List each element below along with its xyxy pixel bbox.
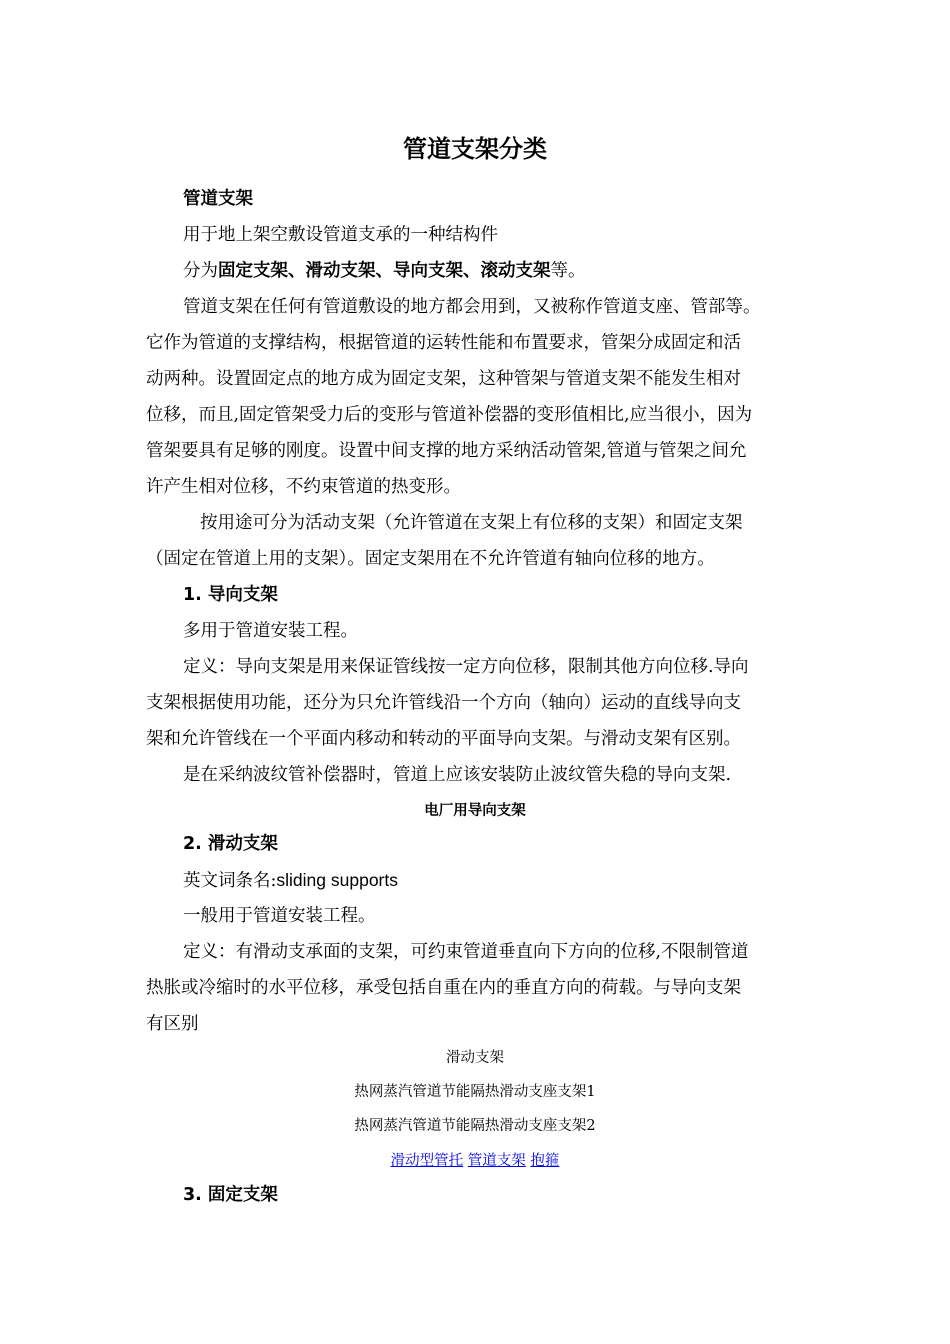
intro-types-suffix: 等。 <box>550 261 586 281</box>
intro-para2-line: 按用途可分为活动支架（允许管道在支架上有位移的支架）和固定支架 <box>200 513 743 533</box>
section2-links <box>0 1149 950 1173</box>
intro-para1-line: 位移，而且,固定管架受力后的变形与管道补偿器的变形值相比,应当很小，因为 <box>146 405 753 425</box>
section2-english-value: sliding supports <box>276 870 399 890</box>
intro-para2-line: （固定在管道上用的支架）。固定支架用在不允许管道有轴向位移的地方。 <box>146 549 715 569</box>
section1-heading: 1. 导向支架 <box>183 585 278 605</box>
section2-use: 一般用于管道安装工程。 <box>183 906 376 926</box>
intro-para1-line: 管架要具有足够的刚度。设置中间支撑的地方采纳活动管架,管道与管架之间允 <box>146 441 747 461</box>
intro-types <box>183 258 586 284</box>
intro-para1-line: 它作为管道的支撑结构，根据管道的运转性能和布置要求，管架分成固定和活 <box>146 333 741 353</box>
section2-caption: 滑动支架 <box>446 1050 504 1066</box>
section2-english-prefix: 英文词条名: <box>183 871 277 891</box>
section1-use: 多用于管道安装工程。 <box>183 621 358 641</box>
intro-para1-line: 动两种。设置固定点的地方成为固定支架，这种管架与管道支架不能发生相对 <box>146 369 741 389</box>
section3-heading: 3. 固定支架 <box>183 1185 278 1205</box>
section2-def-line: 热胀或冷缩时的水平位移，承受包括自重在内的垂直方向的荷载。与导向支架 <box>146 978 741 998</box>
link-pipe-support[interactable]: 管道支架 <box>467 1153 526 1169</box>
section1-def-line: 定义：导向支架是用来保证管线按一定方向位移，限制其他方向位移.导向 <box>183 657 749 677</box>
section2-heading: 2. 滑动支架 <box>183 834 278 854</box>
section2-caption: 热网蒸汽管道节能隔热滑动支座支架2 <box>354 1118 596 1134</box>
link-sliding-pipe-shoe[interactable]: 滑动型管托 <box>390 1153 464 1169</box>
section1-note: 是在采纳波纹管补偿器时，管道上应该安装防止波纹管失稳的导向支架. <box>183 765 732 785</box>
intro-use: 用于地上架空敷设管道支承的一种结构件 <box>183 225 498 245</box>
section2-def-line: 定义：有滑动支承面的支架，可约束管道垂直向下方向的位移,不限制管道 <box>183 942 749 962</box>
intro-types-prefix: 分为 <box>183 261 218 281</box>
section2-caption: 热网蒸汽管道节能隔热滑动支座支架1 <box>354 1084 596 1100</box>
intro-para1-line: 许产生相对位移，不约束管道的热变形。 <box>146 477 461 497</box>
section1-caption: 电厂用导向支架 <box>424 803 526 819</box>
section2-def-line: 有区别 <box>146 1014 199 1034</box>
link-clamp[interactable]: 抱箍 <box>530 1153 560 1169</box>
page-title: 管道支架分类 <box>403 135 547 163</box>
section2-english <box>183 867 398 894</box>
intro-types-bold: 固定支架、滑动支架、导向支架、滚动支架 <box>218 261 551 281</box>
section1-def-line: 架和允许管线在一个平面内移动和转动的平面导向支架。与滑动支架有区别。 <box>146 729 741 749</box>
intro-heading: 管道支架 <box>183 189 253 209</box>
section1-def-line: 支架根据使用功能，还分为只允许管线沿一个方向（轴向）运动的直线导向支 <box>146 693 741 713</box>
intro-para1-line: 管道支架在任何有管道敷设的地方都会用到，又被称作管道支座、管部等。 <box>183 297 761 317</box>
